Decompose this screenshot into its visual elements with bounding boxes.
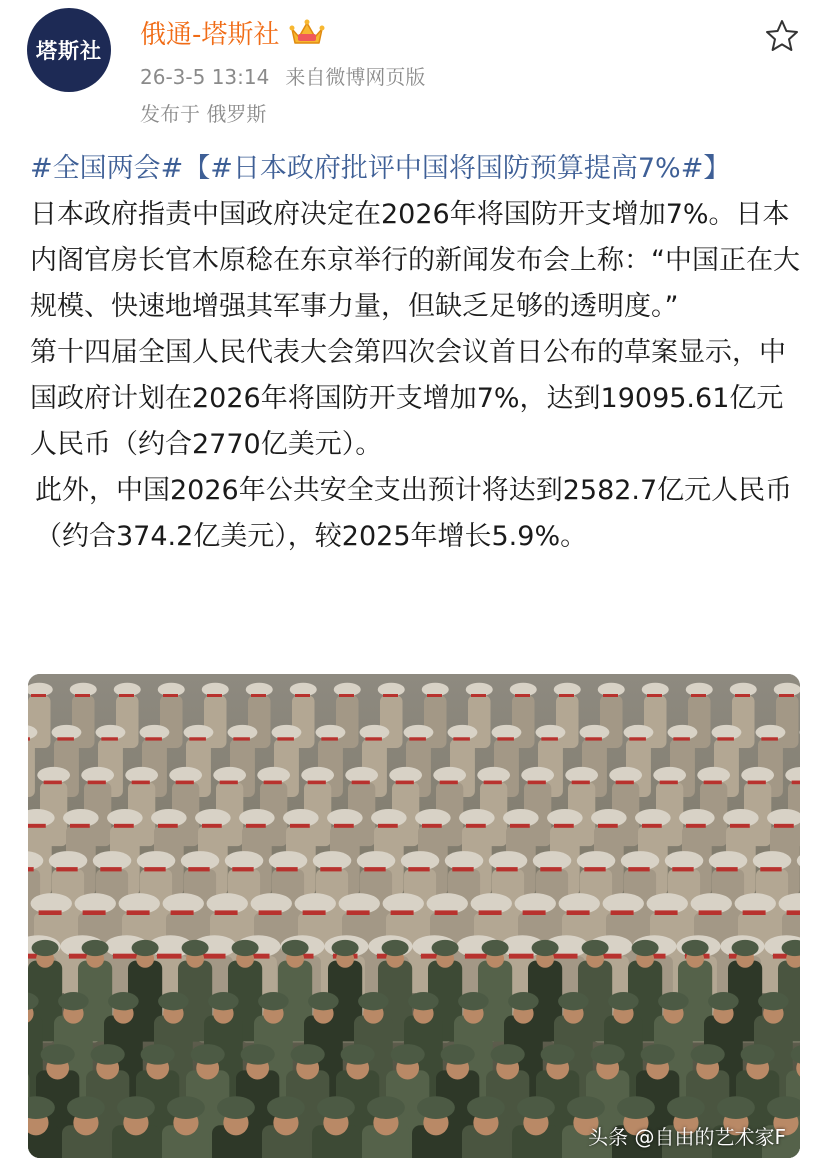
author-row (140, 14, 325, 51)
author-avatar[interactable] (27, 8, 111, 92)
post-image[interactable] (28, 674, 800, 1158)
topic-link-japan-criticism[interactable]: 【#日本政府批评中国将国防预算提高7%#】 (183, 153, 731, 184)
post-meta (140, 61, 425, 90)
post-location: 发布于 俄罗斯 (140, 102, 267, 126)
avatar-text: 塔斯社 (36, 38, 102, 63)
parade-photo (28, 674, 800, 1158)
favorite-star-icon[interactable] (764, 18, 800, 54)
post-source[interactable]: 来自微博网页版 (285, 65, 426, 89)
image-watermark: 头条 @自由的艺术家F (588, 1125, 786, 1149)
post-timestamp: 26-3-5 13:14 (140, 65, 270, 89)
crown-icon (289, 18, 325, 48)
post-paragraph-2: 第十四届全国人民代表大会第四次会议首日公布的草案显示，中国政府计划在2026年将国防开支增加7%，达到19095.61亿元人民币（约合2770亿美元）。 (30, 337, 786, 460)
post-title-line (30, 146, 806, 192)
author-name[interactable]: 俄通-塔斯社 (140, 20, 280, 50)
post-paragraph-1: 日本政府指责中国政府决定在2026年将国防开支增加7%。日本内阁官房长官木原稔在东京举行的新闻发布会上称：“中国正在大规模、快速地增强其军事力量，但缺乏足够的透明度。” (30, 199, 800, 322)
post-paragraph-3: 此外，中国2026年公共安全支出预计将达到2582.7亿元人民币（约合374.2亿美元），较2025年增长5.9%。 (35, 475, 793, 552)
topic-link-lianghui[interactable]: #全国两会# (30, 153, 184, 184)
post-body (30, 146, 806, 560)
